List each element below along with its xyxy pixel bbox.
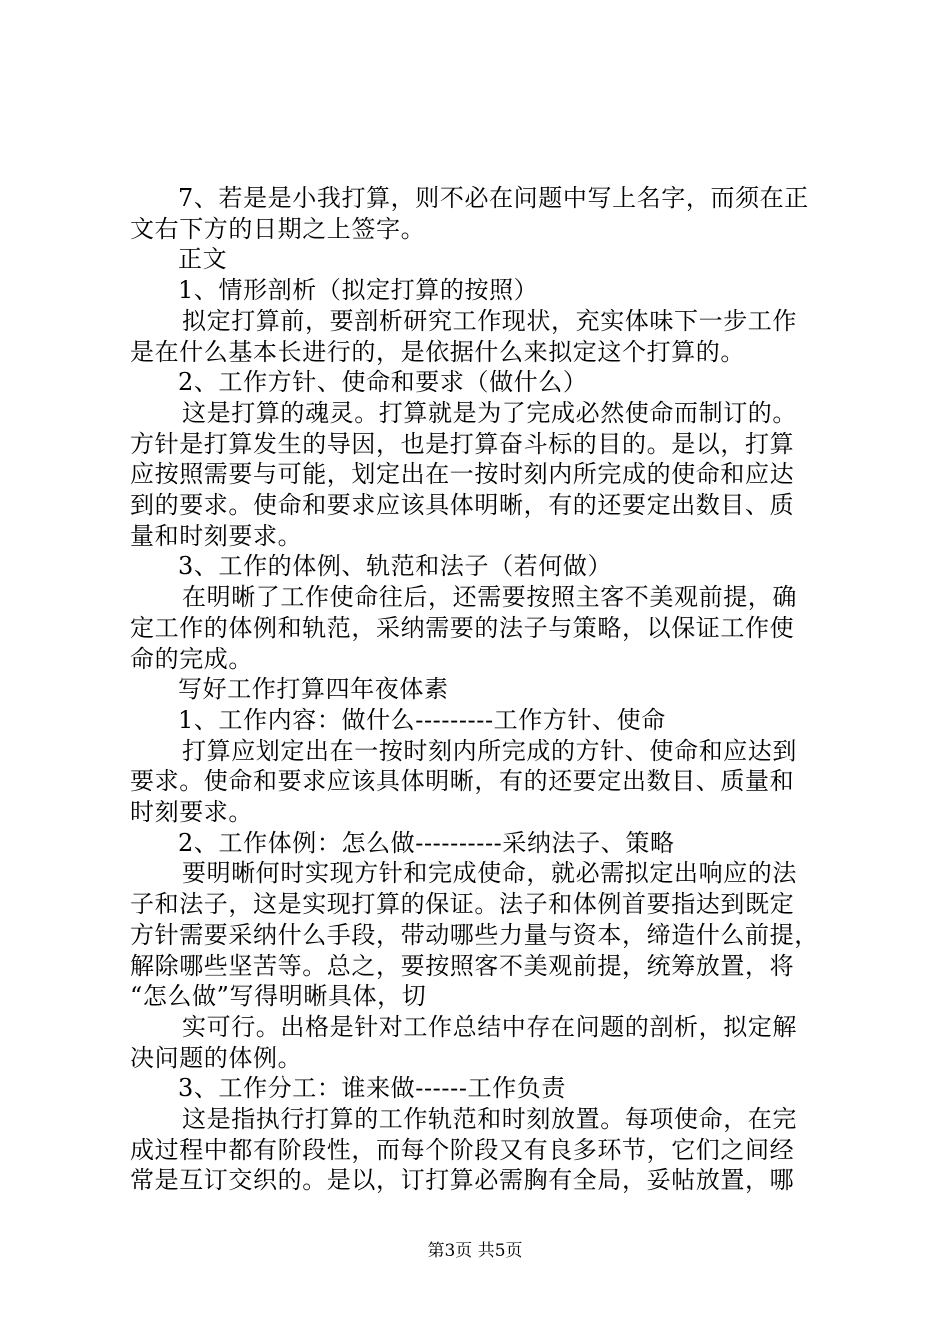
text-line: 这是打算的魂灵。打算就是为了完成必然使命而制订的。 xyxy=(182,399,797,427)
text-line: 7、若是是小我打算，则不必在问题中写上名字，而须在正 xyxy=(178,184,809,212)
text-line: 在明晰了工作使命往后，还需要按照主客不美观前提，确 xyxy=(182,583,797,611)
text-line: 量和时刻要求。 xyxy=(130,522,303,550)
text-line: 拟定打算前，要剖析研究工作现状，充实体味下一步工作 xyxy=(182,307,797,335)
text-line: 方针是打算发生的导因，也是打算奋斗标的目的。是以，打算 xyxy=(130,430,795,458)
text-line: 正文 xyxy=(178,245,228,273)
text-line: 要明晰何时实现方针和完成使命，就必需拟定出响应的法 xyxy=(182,859,797,887)
text-line: 到的要求。使命和要求应该具体明晰，有的还要定出数目、质 xyxy=(130,491,795,519)
page-footer: 第3页 共5页 xyxy=(427,1241,523,1261)
text-line: 常是互订交织的。是以，订打算必需胸有全局，妥帖放置，哪 xyxy=(130,1166,795,1194)
text-line: “怎么做”写得明晰具体，切 xyxy=(130,982,427,1010)
text-line: 1、工作内容：做什么---------工作方针、使命 xyxy=(178,706,666,734)
text-line: 方针需要采纳什么手段，带动哪些力量与资本，缔造什么前提， xyxy=(130,921,819,949)
text-line: 是在什么基本长进行的，是依据什么来拟定这个打算的。 xyxy=(130,338,745,366)
text-line: 打算应划定出在一按时刻内所完成的方针、使命和应达到 xyxy=(182,737,797,765)
text-line: 成过程中都有阶段性，而每个阶段又有良多环节，它们之间经 xyxy=(130,1136,795,1164)
text-line: 子和法子，这是实现打算的保证。法子和体例首要指达到既定 xyxy=(130,890,795,918)
text-line: 定工作的体例和轨范，采纳需要的法子与策略，以保证工作使 xyxy=(130,614,795,642)
text-line: 写好工作打算四年夜体素 xyxy=(178,675,449,703)
text-line: 解除哪些坚苦等。总之，要按照客不美观前提，统筹放置，将 xyxy=(130,952,795,980)
text-line: 3、工作的体例、轨范和法子（若何做） xyxy=(178,552,613,580)
text-line: 1、情形剖析（拟定打算的按照） xyxy=(178,276,539,304)
text-line: 命的完成。 xyxy=(130,645,253,673)
text-line: 2、工作体例：怎么做----------采纳法子、策略 xyxy=(178,829,675,857)
text-line: 文右下方的日期之上签字。 xyxy=(130,215,426,243)
text-line: 应按照需要与可能，划定出在一按时刻内所完成的使命和应达 xyxy=(130,460,795,488)
text-line: 决问题的体例。 xyxy=(130,1044,303,1072)
text-line: 要求。使命和要求应该具体明晰，有的还要定出数目、质量和 xyxy=(130,767,795,795)
text-line: 时刻要求。 xyxy=(130,798,253,826)
text-line: 2、工作方针、使命和要求（做什么） xyxy=(178,368,588,396)
text-line: 3、工作分工：谁来做------工作负责 xyxy=(178,1074,566,1102)
text-line: 这是指执行打算的工作轨范和时刻放置。每项使命，在完 xyxy=(182,1105,797,1133)
text-line: 实可行。出格是针对工作总结中存在问题的剖析，拟定解 xyxy=(182,1013,797,1041)
